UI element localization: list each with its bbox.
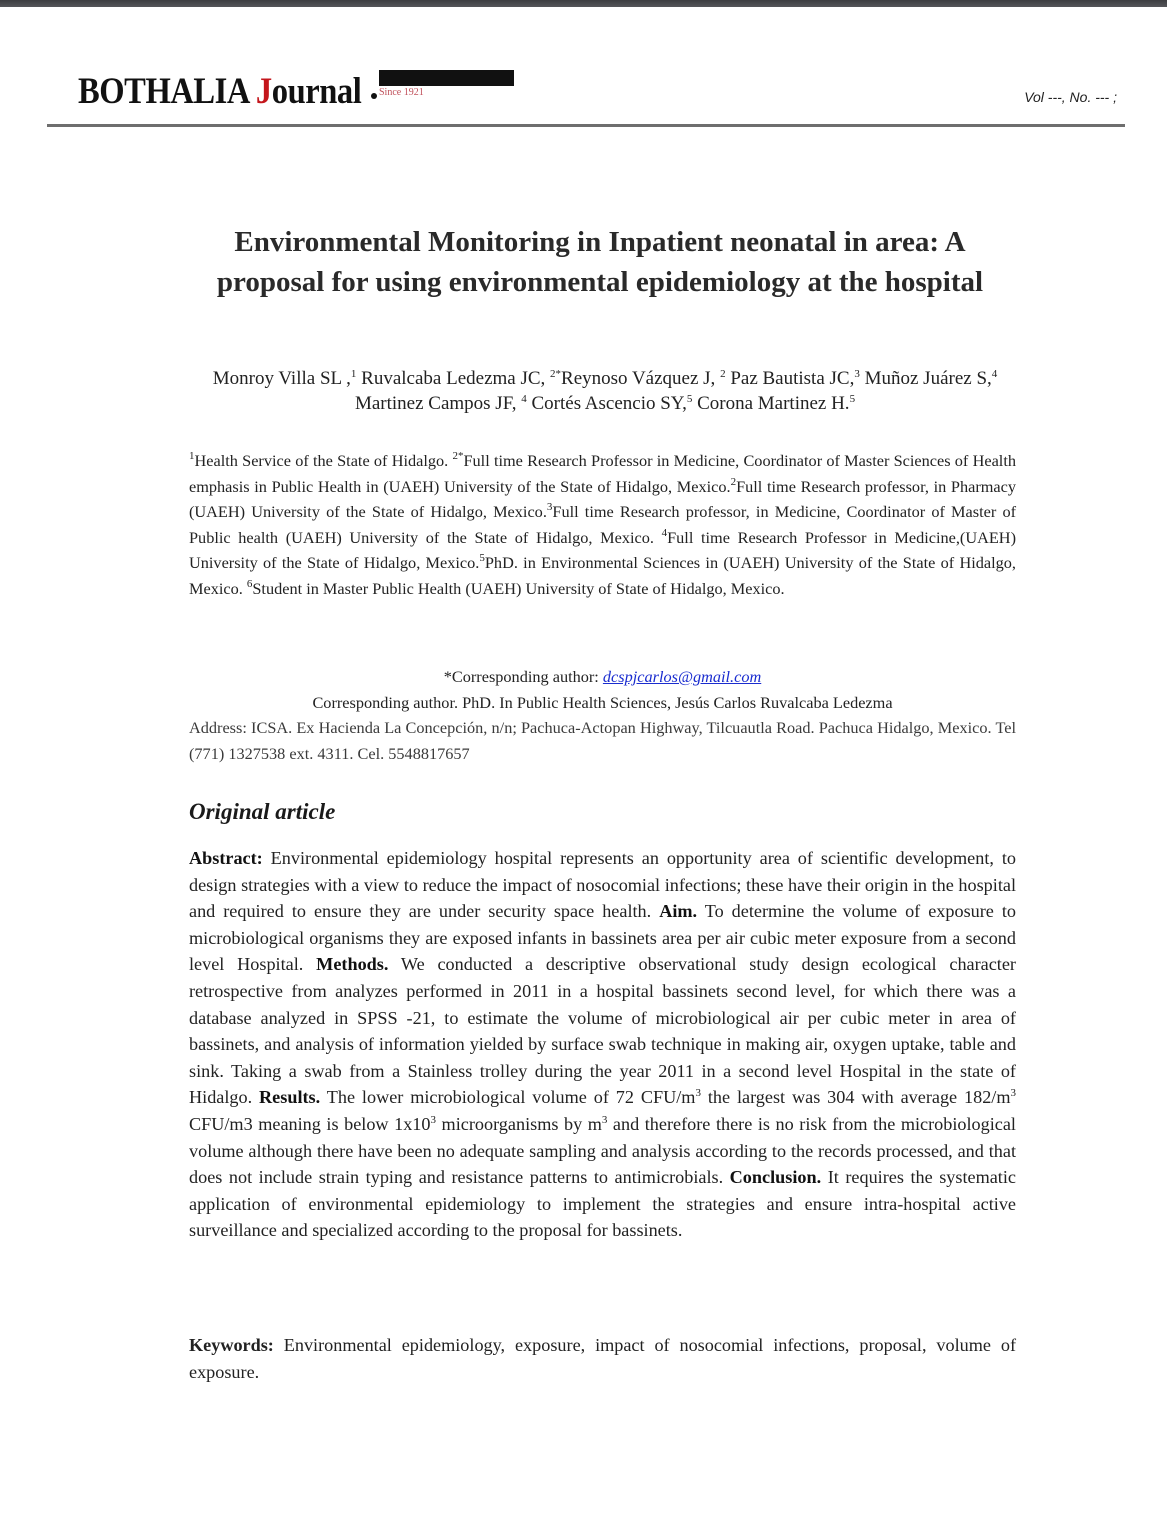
keywords <box>189 1332 1016 1385</box>
results-text: The lower microbiological volume of 72 CFU/m <box>320 1087 696 1108</box>
author-sup: 4 <box>991 368 998 380</box>
results-label: Results. <box>259 1087 321 1108</box>
author-list <box>180 366 1030 416</box>
results-sup: 3 <box>1010 1087 1016 1100</box>
volume-info: Vol ---, No. --- ; <box>1024 89 1117 105</box>
corresponding-email-link[interactable]: dcspjcarlos@gmail.com <box>602 667 762 686</box>
abstract-intro: Environmental epidemiology hospital represents an opportunity area of scientific development, to design strategies with a view to reduce the impact of nosocomial infections; these have their origin in the hospital and required to ensure they are under security space health. <box>189 848 1016 922</box>
corresponding-author-line <box>189 664 1016 690</box>
logo-dot-icon <box>371 93 377 99</box>
methods-label: Methods. <box>316 954 389 975</box>
author: Martinez Campos JF, <box>354 393 522 414</box>
affiliation: Full time Research professor, in Medicine, Coordinator of Master of Public health (UAEH) University of the State of Hidalgo, Mexico. <box>189 502 1017 547</box>
author-sup: 4 <box>521 393 527 405</box>
author: Reynoso Vázquez J, <box>561 368 721 389</box>
affiliation: Full time Research Professor in Medicine, Coordinator of Master Sciences of Health emphasis in Public Health in (UAEH) University of the State of Hidalgo, Mexico. <box>189 451 1016 496</box>
results-text: microorganisms by m <box>436 1113 602 1134</box>
author: Muñoz Juárez S, <box>859 368 992 389</box>
aim-text: To determine the volume of exposure to microbiological organisms they are exposed infants in bassinets area per air cubic meter exposure from a second level Hospital. <box>189 901 1017 975</box>
results-text: CFU/m3 meaning is below 1x10 <box>189 1113 431 1134</box>
affiliation: Student in Master Public Health (UAEH) University of State of Hidalgo, Mexico. <box>252 578 785 598</box>
author-sup: 2 <box>720 368 726 380</box>
abstract-label: Abstract: <box>189 848 263 868</box>
results-sup: 3 <box>695 1087 701 1100</box>
author: Corona Martinez H. <box>692 393 850 414</box>
journal-logo <box>78 64 424 112</box>
corresponding-address: Address: ICSA. Ex Hacienda La Concepción, n/n; Pachuca-Actopan Highway, Tilcuautla Road. Pachuca Hidalgo, Mexico. Tel (771) 1327538 ext. 4311. Cel. 5548817657 <box>189 718 1016 763</box>
brand-word-ournal: ournal <box>271 71 362 112</box>
affiliation-sup: 4 <box>661 526 668 539</box>
results-sup: 3 <box>430 1113 436 1126</box>
author: Monroy Villa SL , <box>212 368 351 389</box>
affiliations <box>189 448 1016 601</box>
corresponding-author-credentials: Corresponding author. PhD. In Public Health Sciences, Jesús Carlos Ruvalcaba Ledezma <box>312 692 893 712</box>
journal-name <box>78 73 361 110</box>
methods-text: We conducted a descriptive observational study design ecological character retrospective from analyzes performed in 2011 in a hospital bassinets second level, for which there was a database analyzed in SPSS -21, to estimate the volume of microbiological air per cubic meter in area of bassinets, and analysis of information yielded by surface swab technique in making air, oxygen uptake, table and sink. Taking a swab from a Stainless trolley during the year 2011 in a second level Hospital in the state of Hidalgo. <box>189 954 1016 1108</box>
brand-word-bothalia: BOTHALIA <box>78 71 256 112</box>
since-label: Since 1921 <box>379 87 424 98</box>
affiliation-sup: 3 <box>546 501 553 513</box>
author: Cortés Ascencio SY, <box>526 393 687 414</box>
author-sup: 5 <box>686 393 693 405</box>
affiliation: Full time Research professor, in Pharmacy (UAEH) University of the State of Hidalgo, Mexico. <box>189 476 1017 521</box>
corresponding-author-block <box>189 664 1016 766</box>
logo-bar-icon <box>379 70 514 86</box>
affiliation-sup: 2 <box>730 475 737 488</box>
author-sup: 1 <box>350 368 357 380</box>
results-sup: 3 <box>601 1113 608 1126</box>
abstract <box>189 845 1016 1244</box>
conclusion-text: It requires the systematic application of environmental epidemiology to implement the strategies and ensure intra-hospital active surveillance and specialized according to the proposal for bassinets. <box>189 1167 1016 1241</box>
author-sup: 2* <box>550 368 562 380</box>
affiliation-sup: 5 <box>479 552 485 564</box>
results-text: and therefore there is no risk from the microbiological volume although there have been no adequate sampling and analysis according to the records processed, and that does not include strain typing and resistance patterns to antimicrobials. <box>189 1113 1016 1188</box>
corresponding-label: *Corresponding author: <box>443 667 603 686</box>
author: Ruvalcaba Ledezma JC, <box>356 368 551 389</box>
window-top-bar <box>0 0 1167 7</box>
affiliation-sup: 6 <box>246 577 253 590</box>
conclusion-label: Conclusion. <box>729 1167 822 1188</box>
keywords-label: Keywords: <box>189 1335 274 1355</box>
header-divider <box>47 124 1125 127</box>
aim-label: Aim. <box>659 901 698 922</box>
affiliation: PhD. in Environmental Sciences in (UAEH) University of the State of Hidalgo, Mexico. <box>189 553 1017 598</box>
results-text: the largest was 304 with average 182/m <box>700 1087 1011 1108</box>
author-sup: 5 <box>849 393 856 405</box>
brand-letter-j: J <box>255 71 272 112</box>
keywords-text: Environmental epidemiology, exposure, impact of nosocomial infections, proposal, volume of exposure. <box>189 1335 1016 1382</box>
author: Paz Bautista JC, <box>725 368 855 389</box>
affiliation: Full time Research Professor in Medicine,(UAEH) University of the State of Hidalgo, Mexico. <box>189 527 1016 572</box>
affiliation-sup: 2* <box>452 450 464 462</box>
affiliation: Health Service of the State of Hidalgo. <box>194 451 453 470</box>
paper-title: Environmental Monitoring in Inpatient neonatal in area: A proposal for using environmental epidemiology at the hospital <box>216 226 984 298</box>
section-heading: Original article <box>189 799 336 824</box>
affiliation-sup: 1 <box>189 450 195 462</box>
author-sup: 3 <box>854 368 860 380</box>
logo-mark <box>371 70 514 98</box>
